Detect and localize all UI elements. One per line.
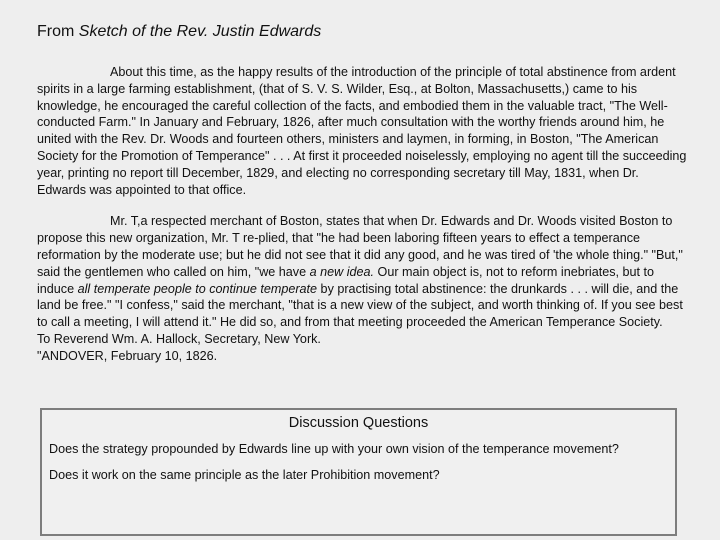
document-body xyxy=(37,64,689,365)
discussion-box xyxy=(40,408,677,536)
discussion-question-1: Does the strategy propounded by Edwards line up with your own vision of the temperance movement? xyxy=(49,442,619,456)
paragraph-1: About this time, as the happy results of the introduction of the principle of total abstinence from ardent spirits in a large farming establishment, (that of S. V. S. Wilder, Esq., at Bolton, Massachusetts,) came to his knowledge, he encouraged the careful collection of the facts, and embodied them in the valuable tract, "The Well-conducted Farm." In January and February, 1826, after much consultation with the worthy friends around him, he united with the Rev. Dr. Woods and fourteen others, ministers and laymen, in forming, in Boston, "The American Society for the Promotion of Temperance" . . . At first it proceeded noiselessly, employing no agent till the succeeding year, printing no report till December, 1829, and electing no corresponding secretary till May, 1831, when Dr. Edwards was appointed to that office. xyxy=(37,65,687,197)
discussion-title: Discussion Questions xyxy=(288,415,429,431)
discussion-question-2: Does it work on the same principle as the later Prohibition movement? xyxy=(49,467,440,482)
paragraph-2-part-1: Mr. T,a respected merchant of Boston, states that when Dr. Edwards and Dr. Woods visited Boston to propose this new organization, Mr. T re-plied, that "he had been laboring fifteen years to effect a temperance reformation by the moderate use; but he did not see that it did any good, and he was tired of 'the whole thing." "But," said the gentlemen who called on him, "we have xyxy=(37,214,683,279)
paragraph-2 xyxy=(37,213,689,331)
emphasis-temperate-people: all temperate people to continue temperate xyxy=(77,281,318,296)
paragraph-2-part-2: Our main object is, not to reform inebriates, but to induce xyxy=(37,264,655,296)
paragraph-2-part-3: by practising total abstinence: the drunkards . . . will die, and the land be free." "I confess," said the merchant, "that is a new view of the subject, and worth thinking of. If you see best to call a meeting, I will attend it." He did so, and from that meeting proceeded the American Temperance Society. xyxy=(37,281,683,330)
page-title xyxy=(37,22,321,42)
closing-line-1: To Reverend Wm. A. Hallock, Secretary, New York. xyxy=(37,331,321,346)
source-title: Sketch of the Rev. Justin Edwards xyxy=(78,23,322,40)
emphasis-new-idea: a new idea. xyxy=(309,264,375,279)
closing-line-2: "ANDOVER, February 10, 1826. xyxy=(37,348,218,363)
title-prefix: From xyxy=(37,23,79,40)
